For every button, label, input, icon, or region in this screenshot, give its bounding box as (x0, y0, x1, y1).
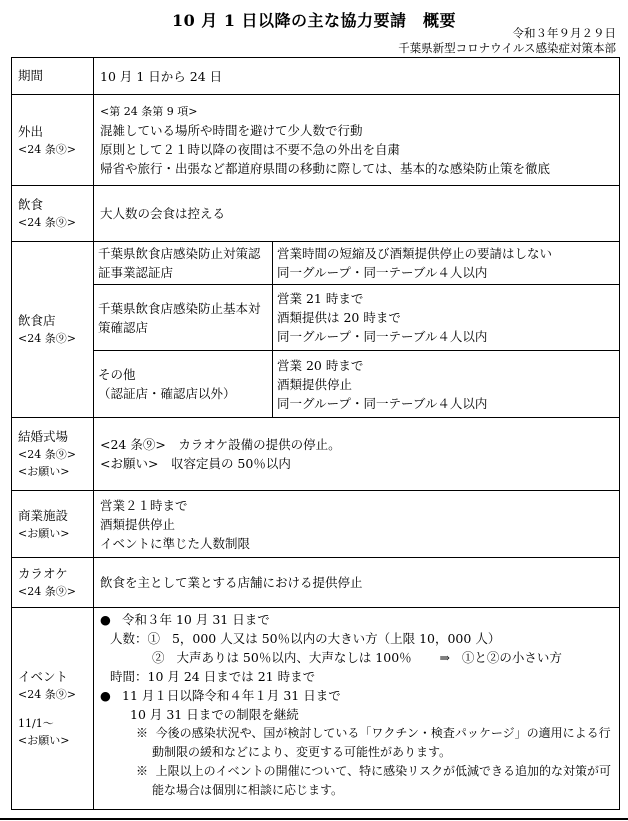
commercial-sub: <お願い> (18, 526, 70, 540)
row-label-restaurants (12, 242, 94, 418)
document-meta (398, 26, 616, 56)
events-note (100, 724, 613, 762)
restaurant-rules (273, 242, 620, 285)
commercial-line: 酒類提供停止 (100, 516, 176, 532)
bullet-icon: ● (100, 612, 111, 627)
note-mark: ※ (136, 726, 149, 740)
restaurant-rule: 酒類提供停止 (277, 376, 353, 392)
events-sub: 11/1～ (18, 717, 54, 730)
restaurant-rule: 同一グループ・同一テーブル４人以内 (277, 329, 488, 345)
restaurant-category-row (94, 242, 619, 285)
events-line (100, 629, 613, 648)
restaurant-category-row (94, 285, 619, 351)
restaurant-category: 千葉県飲食店感染防止対策認証事業認証店 (94, 242, 273, 285)
events-circle-2: ② (152, 650, 165, 665)
karaoke-label: カラオケ (18, 566, 68, 581)
row-outing (12, 95, 620, 186)
wedding-label: 結婚式場 (18, 429, 69, 444)
events-line: 10 月 31 日までの制限を継続 (130, 707, 299, 722)
row-label-outing (12, 95, 94, 186)
row-events (12, 608, 620, 810)
outing-content (94, 95, 620, 186)
events-sub: <24 条⑨> (18, 688, 76, 701)
arrow-icon: ⇒ (439, 650, 450, 665)
restaurant-rules (273, 351, 620, 417)
events-line (100, 686, 613, 705)
row-label-karaoke (12, 558, 94, 608)
period-content: 10 月 1 日から 24 日 (94, 58, 620, 95)
events-note-text: 今後の感染状況や、国が検討している「ワクチン・検査パッケージ」の適用による行動制限の緩和などにより、変更する可能性があります。 (152, 726, 611, 759)
outing-line: 帰省や旅行・出張など都道府県間の移動に際しては、基本的な感染防止策を徹底 (100, 161, 551, 176)
events-heading: 令和３年 10 月 31 日まで (122, 612, 270, 627)
measures-table (11, 57, 620, 810)
restaurant-rule: 同一グループ・同一テーブル４人以内 (277, 395, 488, 411)
restaurant-category-note: （認証店・確認店以外） (98, 386, 236, 401)
wedding-content (94, 418, 620, 491)
document-date: 令和３年９月２９日 (512, 26, 616, 40)
commercial-label: 商業施設 (18, 507, 69, 523)
restaurant-categories-table (94, 242, 619, 417)
commercial-content (94, 491, 620, 558)
events-label: イベント (18, 669, 69, 684)
dining-content: 大人数の会食は控える (94, 186, 620, 242)
page-title: 10 月 1 日以降の主な協力要請 概要 (171, 11, 457, 30)
restaurant-rule: 営業 20 時まで (277, 357, 364, 373)
wedding-sub: <24 条⑨> (18, 448, 76, 461)
restaurant-category-row (94, 351, 619, 417)
events-note-text: 上限以上のイベントの開催について、特に感染リスクが低減できる追加的な対策が可能な場合は個別に相談に応じます。 (152, 764, 611, 797)
commercial-line: 営業２１時まで (100, 497, 188, 513)
row-label-events (12, 608, 94, 810)
restaurant-category: 千葉県飲食店感染防止基本対策確認店 (94, 285, 273, 351)
wedding-line: <お願い> 収容定員の 50％以内 (100, 456, 291, 471)
events-people-label: 人数：① (110, 631, 161, 646)
karaoke-content: 飲食を主として業とする店舗における提供停止 (94, 558, 620, 608)
dining-sub: <24 条⑨> (18, 216, 76, 229)
document-issuer: 千葉県新型コロナウイルス感染症対策本部 (398, 41, 616, 55)
row-dining (12, 186, 620, 242)
events-line (100, 610, 613, 629)
events-people-2: 大声ありは 50％以内、大声なしは 100％ (176, 650, 412, 665)
dining-label: 飲食 (18, 197, 44, 212)
wedding-sub: <お願い> (18, 465, 70, 478)
events-line (100, 648, 613, 667)
wedding-line: <24 条⑨> カラオケ設備の提供の停止。 (100, 437, 341, 452)
outing-line: <第 24 条第 9 項> (100, 105, 198, 118)
note-mark: ※ (136, 764, 149, 778)
restaurant-rule: 営業 21 時まで (277, 291, 364, 307)
restaurants-content (94, 242, 620, 418)
restaurant-rule: 営業時間の短縮及び酒類提供停止の要請はしない (277, 246, 553, 262)
row-period (12, 58, 620, 95)
restaurant-category-name: その他 (98, 367, 136, 382)
restaurant-rules (273, 285, 620, 351)
row-restaurants (12, 242, 620, 418)
restaurants-sub: <24 条⑨> (18, 332, 76, 345)
events-people-result: ①と②の小さい方 (461, 650, 562, 665)
restaurant-rule: 酒類提供は 20 時まで (277, 310, 401, 326)
outing-label: 外出 (18, 123, 44, 139)
outing-line: 混雑している場所や時間を避けて少人数で行動 (100, 123, 363, 138)
bottom-rule (0, 818, 628, 820)
events-sub: <お願い> (18, 734, 70, 747)
events-note (100, 762, 613, 800)
events-content (94, 608, 620, 810)
row-commercial (12, 491, 620, 558)
restaurant-category (94, 351, 273, 417)
restaurant-rule: 同一グループ・同一テーブル４人以内 (277, 265, 488, 281)
outing-sub: <24 条⑨> (18, 142, 76, 156)
row-label-period: 期間 (12, 58, 94, 95)
events-line: 時間：10 月 24 日までは 21 時まで (110, 669, 316, 684)
row-label-dining (12, 186, 94, 242)
restaurants-label: 飲食店 (18, 313, 56, 328)
events-heading: 11 月１日以降令和４年１月 31 日まで (122, 688, 341, 703)
events-people-1: 5，000 人又は 50％以内の大きい方（上限 10，000 人） (171, 631, 501, 646)
row-label-commercial (12, 491, 94, 558)
row-karaoke (12, 558, 620, 608)
row-label-wedding (12, 418, 94, 491)
commercial-line: イベントに準じた人数制限 (100, 535, 251, 551)
outing-line: 原則として２１時以降の夜間は不要不急の外出を自粛 (100, 142, 401, 157)
row-wedding (12, 418, 620, 491)
karaoke-sub: <24 条⑨> (18, 585, 76, 598)
bullet-icon: ● (100, 688, 111, 703)
